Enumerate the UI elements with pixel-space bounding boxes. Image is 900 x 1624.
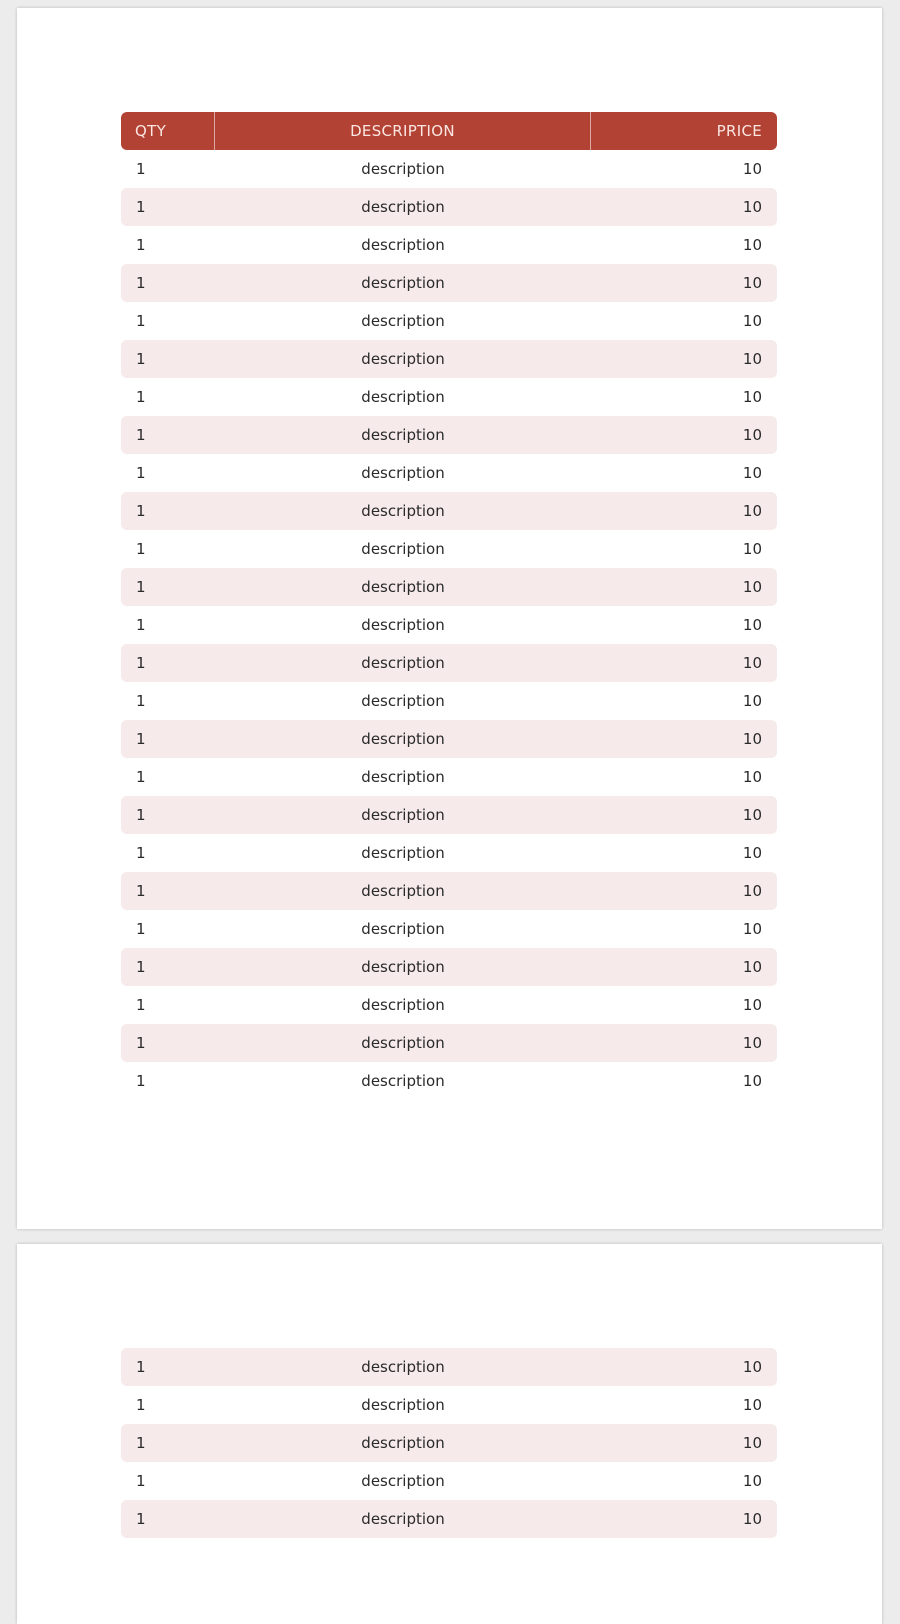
- cell-price: 10: [742, 844, 762, 862]
- cell-qty: 1: [136, 730, 146, 748]
- cell-description: description: [361, 616, 445, 634]
- cell-price: 10: [742, 616, 762, 634]
- cell-description: description: [361, 768, 445, 786]
- header-qty: QTY: [121, 112, 215, 150]
- table-row: [121, 1348, 777, 1386]
- cell-qty: 1: [136, 502, 146, 520]
- table-row: [121, 910, 777, 948]
- table-row: [121, 606, 777, 644]
- table-row: [121, 492, 777, 530]
- cell-qty: 1: [136, 1434, 146, 1452]
- cell-qty: 1: [136, 388, 146, 406]
- table-row: [121, 682, 777, 720]
- cell-qty: 1: [136, 464, 146, 482]
- cell-description: description: [361, 388, 445, 406]
- cell-price: 10: [742, 198, 762, 216]
- cell-price: 10: [742, 920, 762, 938]
- table-row: [121, 948, 777, 986]
- cell-price: 10: [742, 692, 762, 710]
- cell-description: description: [361, 654, 445, 672]
- cell-price: 10: [742, 1034, 762, 1052]
- table-header: [121, 112, 777, 150]
- cell-qty: 1: [136, 1472, 146, 1490]
- cell-qty: 1: [136, 1358, 146, 1376]
- cell-qty: 1: [136, 236, 146, 254]
- table-row: [121, 188, 777, 226]
- cell-qty: 1: [136, 1072, 146, 1090]
- cell-description: description: [361, 844, 445, 862]
- cell-price: 10: [742, 578, 762, 596]
- cell-description: description: [361, 920, 445, 938]
- table-row: [121, 644, 777, 682]
- table-row: [121, 1462, 777, 1500]
- cell-price: 10: [742, 388, 762, 406]
- table-row: [121, 530, 777, 568]
- cell-price: 10: [742, 350, 762, 368]
- cell-qty: 1: [136, 1510, 146, 1528]
- cell-description: description: [361, 426, 445, 444]
- cell-qty: 1: [136, 692, 146, 710]
- cell-description: description: [361, 1510, 445, 1528]
- cell-price: 10: [742, 1072, 762, 1090]
- cell-description: description: [361, 350, 445, 368]
- document-page-1: [17, 8, 882, 1229]
- table-row: [121, 758, 777, 796]
- cell-price: 10: [742, 464, 762, 482]
- cell-price: 10: [742, 958, 762, 976]
- cell-price: 10: [742, 996, 762, 1014]
- table-row: [121, 720, 777, 758]
- cell-price: 10: [742, 160, 762, 178]
- cell-description: description: [361, 236, 445, 254]
- cell-qty: 1: [136, 882, 146, 900]
- cell-description: description: [361, 806, 445, 824]
- table-row: [121, 1424, 777, 1462]
- cell-price: 10: [742, 1358, 762, 1376]
- cell-description: description: [361, 160, 445, 178]
- table-row: [121, 340, 777, 378]
- cell-description: description: [361, 730, 445, 748]
- cell-qty: 1: [136, 160, 146, 178]
- cell-description: description: [361, 540, 445, 558]
- header-price: PRICE: [716, 122, 762, 140]
- cell-price: 10: [742, 768, 762, 786]
- table-row: [121, 1386, 777, 1424]
- cell-description: description: [361, 464, 445, 482]
- cell-description: description: [361, 1072, 445, 1090]
- table-row: [121, 1500, 777, 1538]
- cell-description: description: [361, 578, 445, 596]
- cell-description: description: [361, 958, 445, 976]
- cell-price: 10: [742, 882, 762, 900]
- cell-description: description: [361, 1034, 445, 1052]
- table-row: [121, 568, 777, 606]
- cell-qty: 1: [136, 958, 146, 976]
- cell-description: description: [361, 996, 445, 1014]
- cell-description: description: [361, 1434, 445, 1452]
- cell-qty: 1: [136, 1034, 146, 1052]
- invoice-table: [121, 112, 777, 1100]
- cell-qty: 1: [136, 198, 146, 216]
- table-row: [121, 416, 777, 454]
- table-row: [121, 264, 777, 302]
- table-row: [121, 302, 777, 340]
- invoice-table-continued: [121, 1348, 777, 1538]
- cell-qty: 1: [136, 540, 146, 558]
- cell-qty: 1: [136, 996, 146, 1014]
- cell-description: description: [361, 274, 445, 292]
- cell-qty: 1: [136, 768, 146, 786]
- cell-description: description: [361, 1358, 445, 1376]
- cell-qty: 1: [136, 578, 146, 596]
- cell-price: 10: [742, 806, 762, 824]
- table-row: [121, 226, 777, 264]
- cell-qty: 1: [136, 920, 146, 938]
- cell-price: 10: [742, 274, 762, 292]
- cell-description: description: [361, 1472, 445, 1490]
- cell-price: 10: [742, 654, 762, 672]
- document-page-2: [17, 1244, 882, 1624]
- cell-qty: 1: [136, 426, 146, 444]
- cell-description: description: [361, 1396, 445, 1414]
- header-description: DESCRIPTION: [215, 112, 591, 150]
- table-row: [121, 872, 777, 910]
- cell-description: description: [361, 882, 445, 900]
- cell-price: 10: [742, 1396, 762, 1414]
- table-row: [121, 378, 777, 416]
- table-row: [121, 454, 777, 492]
- table-row: [121, 986, 777, 1024]
- table-row: [121, 834, 777, 872]
- cell-price: 10: [742, 426, 762, 444]
- cell-qty: 1: [136, 844, 146, 862]
- cell-qty: 1: [136, 350, 146, 368]
- cell-description: description: [361, 502, 445, 520]
- cell-price: 10: [742, 1472, 762, 1490]
- table-row: [121, 1024, 777, 1062]
- cell-qty: 1: [136, 616, 146, 634]
- table-body-page-2: [121, 1348, 777, 1538]
- table-body-page-1: [121, 150, 777, 1100]
- cell-description: description: [361, 692, 445, 710]
- cell-qty: 1: [136, 312, 146, 330]
- table-row: [121, 150, 777, 188]
- cell-price: 10: [742, 502, 762, 520]
- cell-price: 10: [742, 730, 762, 748]
- cell-price: 10: [742, 236, 762, 254]
- cell-qty: 1: [136, 274, 146, 292]
- cell-price: 10: [742, 1510, 762, 1528]
- cell-description: description: [361, 198, 445, 216]
- cell-price: 10: [742, 1434, 762, 1452]
- cell-qty: 1: [136, 654, 146, 672]
- cell-price: 10: [742, 540, 762, 558]
- cell-description: description: [361, 312, 445, 330]
- table-row: [121, 796, 777, 834]
- cell-qty: 1: [136, 806, 146, 824]
- cell-qty: 1: [136, 1396, 146, 1414]
- cell-price: 10: [742, 312, 762, 330]
- table-row: [121, 1062, 777, 1100]
